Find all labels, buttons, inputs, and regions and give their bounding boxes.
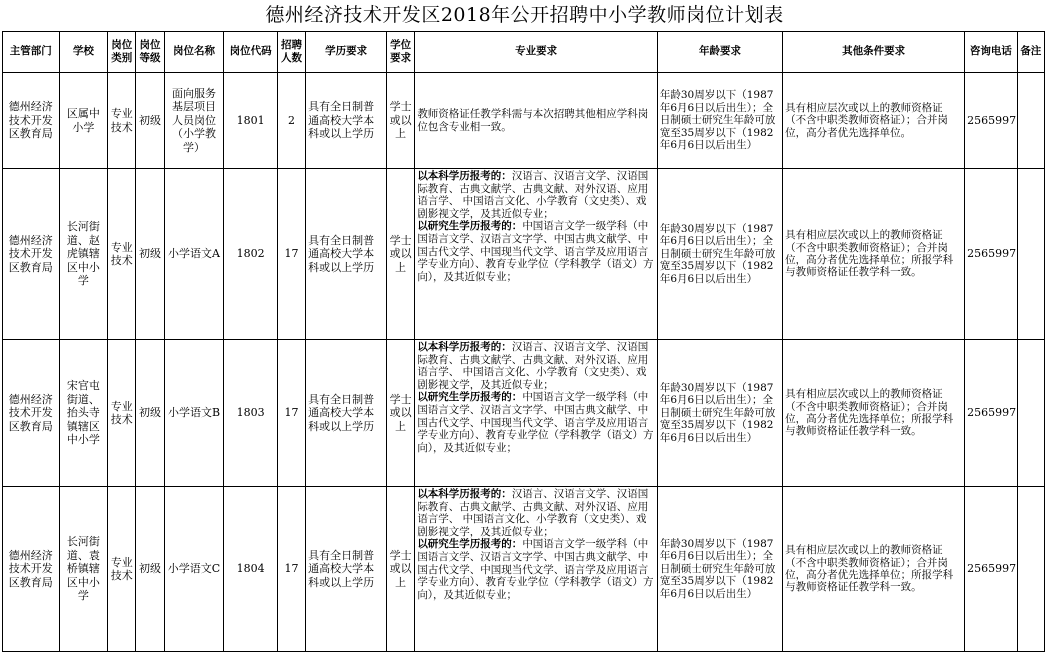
cell-phone: 2565997 [965, 169, 1018, 340]
cell-count: 17 [277, 169, 305, 340]
major-graduate-text: 中国语言文学一级学科（中国语言文学、汉语言文字学、中国古典文献学、中国古代文学、中国现当代文学、语言学及应用语言学专业方向）、教育专业学位（学科教学（语文）方向），及其近似专业； [417, 538, 654, 601]
cell-major [415, 487, 658, 652]
cell-other: 具有相应层次或以上的教师资格证（不含中职类教师资格证）；合并岗位，高分者优先选择单位；所报学科与教师资格证任教学科一致。 [783, 487, 965, 652]
cell-count: 17 [277, 487, 305, 652]
cell-phone: 2565997 [965, 340, 1018, 487]
cell-dept: 德州经济技术开发区教育局 [3, 73, 60, 169]
cell-post-code: 1802 [224, 169, 278, 340]
cell-age: 年龄30周岁以下（1987年6月6日以后出生）；全日制硕士研究生年龄可放宽至35周岁以下（1982年6月6日以后出生） [657, 487, 782, 652]
cell-category: 专业技术 [108, 73, 136, 169]
header-degree: 学位要求 [387, 32, 415, 73]
cell-note [1017, 487, 1044, 652]
cell-edu: 具有全日制普通高校大学本科或以上学历 [306, 487, 387, 652]
cell-level: 初级 [136, 73, 164, 169]
table-row [3, 340, 1045, 487]
major-graduate-label: 以研究生学历报考的： [417, 538, 523, 551]
header-dept: 主管部门 [3, 32, 60, 73]
cell-note [1017, 73, 1044, 169]
cell-other: 具有相应层次或以上的教师资格证（不含中职类教师资格证）；合并岗位，高分者优先选择单位。 [783, 73, 965, 169]
cell-level: 初级 [136, 340, 164, 487]
cell-degree: 学士或以上 [387, 73, 415, 169]
table-row [3, 169, 1045, 340]
table-row [3, 487, 1045, 652]
header-row [3, 32, 1045, 73]
cell-note [1017, 340, 1044, 487]
header-edu: 学历要求 [306, 32, 387, 73]
cell-edu: 具有全日制普通高校大学本科或以上学历 [306, 169, 387, 340]
cell-post-name: 小学语文A [164, 169, 224, 340]
cell-school: 长河街道、袁桥镇辖区中小学 [59, 487, 108, 652]
cell-category: 专业技术 [108, 340, 136, 487]
header-school: 学校 [59, 32, 108, 73]
major-bachelor-label: 以本科学历报考的： [417, 488, 512, 500]
cell-level: 初级 [136, 487, 164, 652]
header-phone: 咨询电话 [965, 32, 1018, 73]
cell-post-name: 面向服务基层项目人员岗位（小学教学） [164, 73, 224, 169]
cell-age: 年龄30周岁以下（1987年6月6日以后出生）；全日制硕士研究生年龄可放宽至35周岁以下（1982年6月6日以后出生） [657, 340, 782, 487]
cell-phone: 2565997 [965, 73, 1018, 169]
page-title: 德州经济技术开发区2018年公开招聘中小学教师岗位计划表 [265, 4, 784, 26]
major-graduate-text: 中国语言文学一级学科（中国语言文学、汉语言文字学、中国古典文献学、中国古代文学、中国现当代文学、语言学及应用语言学专业方向）、教育专业学位（学科教学（语文）方向），及其近似专业； [417, 220, 654, 283]
major-bachelor-label: 以本科学历报考的： [417, 341, 512, 353]
cell-level: 初级 [136, 169, 164, 340]
cell-school: 长河街道、赵虎镇辖区中小学 [59, 169, 108, 340]
cell-age: 年龄30周岁以下（1987年6月6日以后出生）；全日制硕士研究生年龄可放宽至35周岁以下（1982年6月6日以后出生） [657, 169, 782, 340]
cell-phone: 2565997 [965, 487, 1018, 652]
header-age: 年龄要求 [657, 32, 782, 73]
cell-dept: 德州经济技术开发区教育局 [3, 487, 60, 652]
header-other: 其他条件要求 [783, 32, 965, 73]
major-bachelor-text: 汉语言、汉语言文学、汉语国际教育、古典文献学、古典文献、对外汉语、应用语言学、 中国语言文化、小学教育（文史类）、戏剧影视文学，及其近似专业； [417, 170, 649, 220]
cell-count: 17 [277, 340, 305, 487]
cell-major: 教师资格证任教学科需与本次招聘其他相应学科岗位包含专业相一致。 [415, 73, 658, 169]
cell-category: 专业技术 [108, 487, 136, 652]
major-bachelor-text: 汉语言、汉语言文学、汉语国际教育、古典文献学、古典文献、对外汉语、应用语言学、 中国语言文化、小学教育（文史类）、戏剧影视文学，及其近似专业； [417, 341, 649, 391]
cell-count: 2 [277, 73, 305, 169]
cell-note [1017, 169, 1044, 340]
header-post-name: 岗位名称 [164, 32, 224, 73]
cell-post-code: 1801 [224, 73, 278, 169]
cell-post-code: 1804 [224, 487, 278, 652]
cell-degree: 学士或以上 [387, 487, 415, 652]
header-major: 专业要求 [415, 32, 658, 73]
cell-school: 宋官屯街道、抬头寺镇辖区中小学 [59, 340, 108, 487]
cell-other: 具有相应层次或以上的教师资格证（不含中职类教师资格证）；合并岗位，高分者优先选择单位；所报学科与教师资格证任教学科一致。 [783, 340, 965, 487]
cell-dept: 德州经济技术开发区教育局 [3, 340, 60, 487]
cell-post-name: 小学语文C [164, 487, 224, 652]
cell-other: 具有相应层次或以上的教师资格证（不含中职类教师资格证）；合并岗位，高分者优先选择单位；所报学科与教师资格证任教学科一致。 [783, 169, 965, 340]
cell-edu: 具有全日制普通高校大学本科或以上学历 [306, 73, 387, 169]
major-bachelor-text: 汉语言、汉语言文学、汉语国际教育、古典文献学、古典文献、对外汉语、应用语言学、 中国语言文化、小学教育（文史类）、戏剧影视文学，及其近似专业； [417, 488, 649, 538]
header-count: 招聘人数 [277, 32, 305, 73]
cell-major [415, 169, 658, 340]
cell-dept: 德州经济技术开发区教育局 [3, 169, 60, 340]
cell-post-name: 小学语文B [164, 340, 224, 487]
header-level: 岗位等级 [136, 32, 164, 73]
cell-category: 专业技术 [108, 169, 136, 340]
cell-age: 年龄30周岁以下（1987年6月6日以后出生）；全日制硕士研究生年龄可放宽至35周岁以下（1982年6月6日以后出生） [657, 73, 782, 169]
header-post-code: 岗位代码 [224, 32, 278, 73]
cell-edu: 具有全日制普通高校大学本科或以上学历 [306, 340, 387, 487]
cell-school: 区属中小学 [59, 73, 108, 169]
job-plan-table [2, 31, 1045, 652]
header-category: 岗位类别 [108, 32, 136, 73]
major-graduate-label: 以研究生学历报考的： [417, 391, 523, 404]
header-note: 备注 [1017, 32, 1044, 73]
cell-degree: 学士或以上 [387, 340, 415, 487]
major-bachelor-label: 以本科学历报考的： [417, 170, 512, 182]
major-graduate-label: 以研究生学历报考的： [417, 220, 523, 233]
cell-major [415, 340, 658, 487]
cell-degree: 学士或以上 [387, 169, 415, 340]
cell-post-code: 1803 [224, 340, 278, 487]
major-graduate-text: 中国语言文学一级学科（中国语言文学、汉语言文字学、中国古典文献学、中国古代文学、中国现当代文学、语言学及应用语言学专业方向）、教育专业学位（学科教学（语文）方向），及其近似专业； [417, 391, 654, 454]
table-row [3, 73, 1045, 169]
